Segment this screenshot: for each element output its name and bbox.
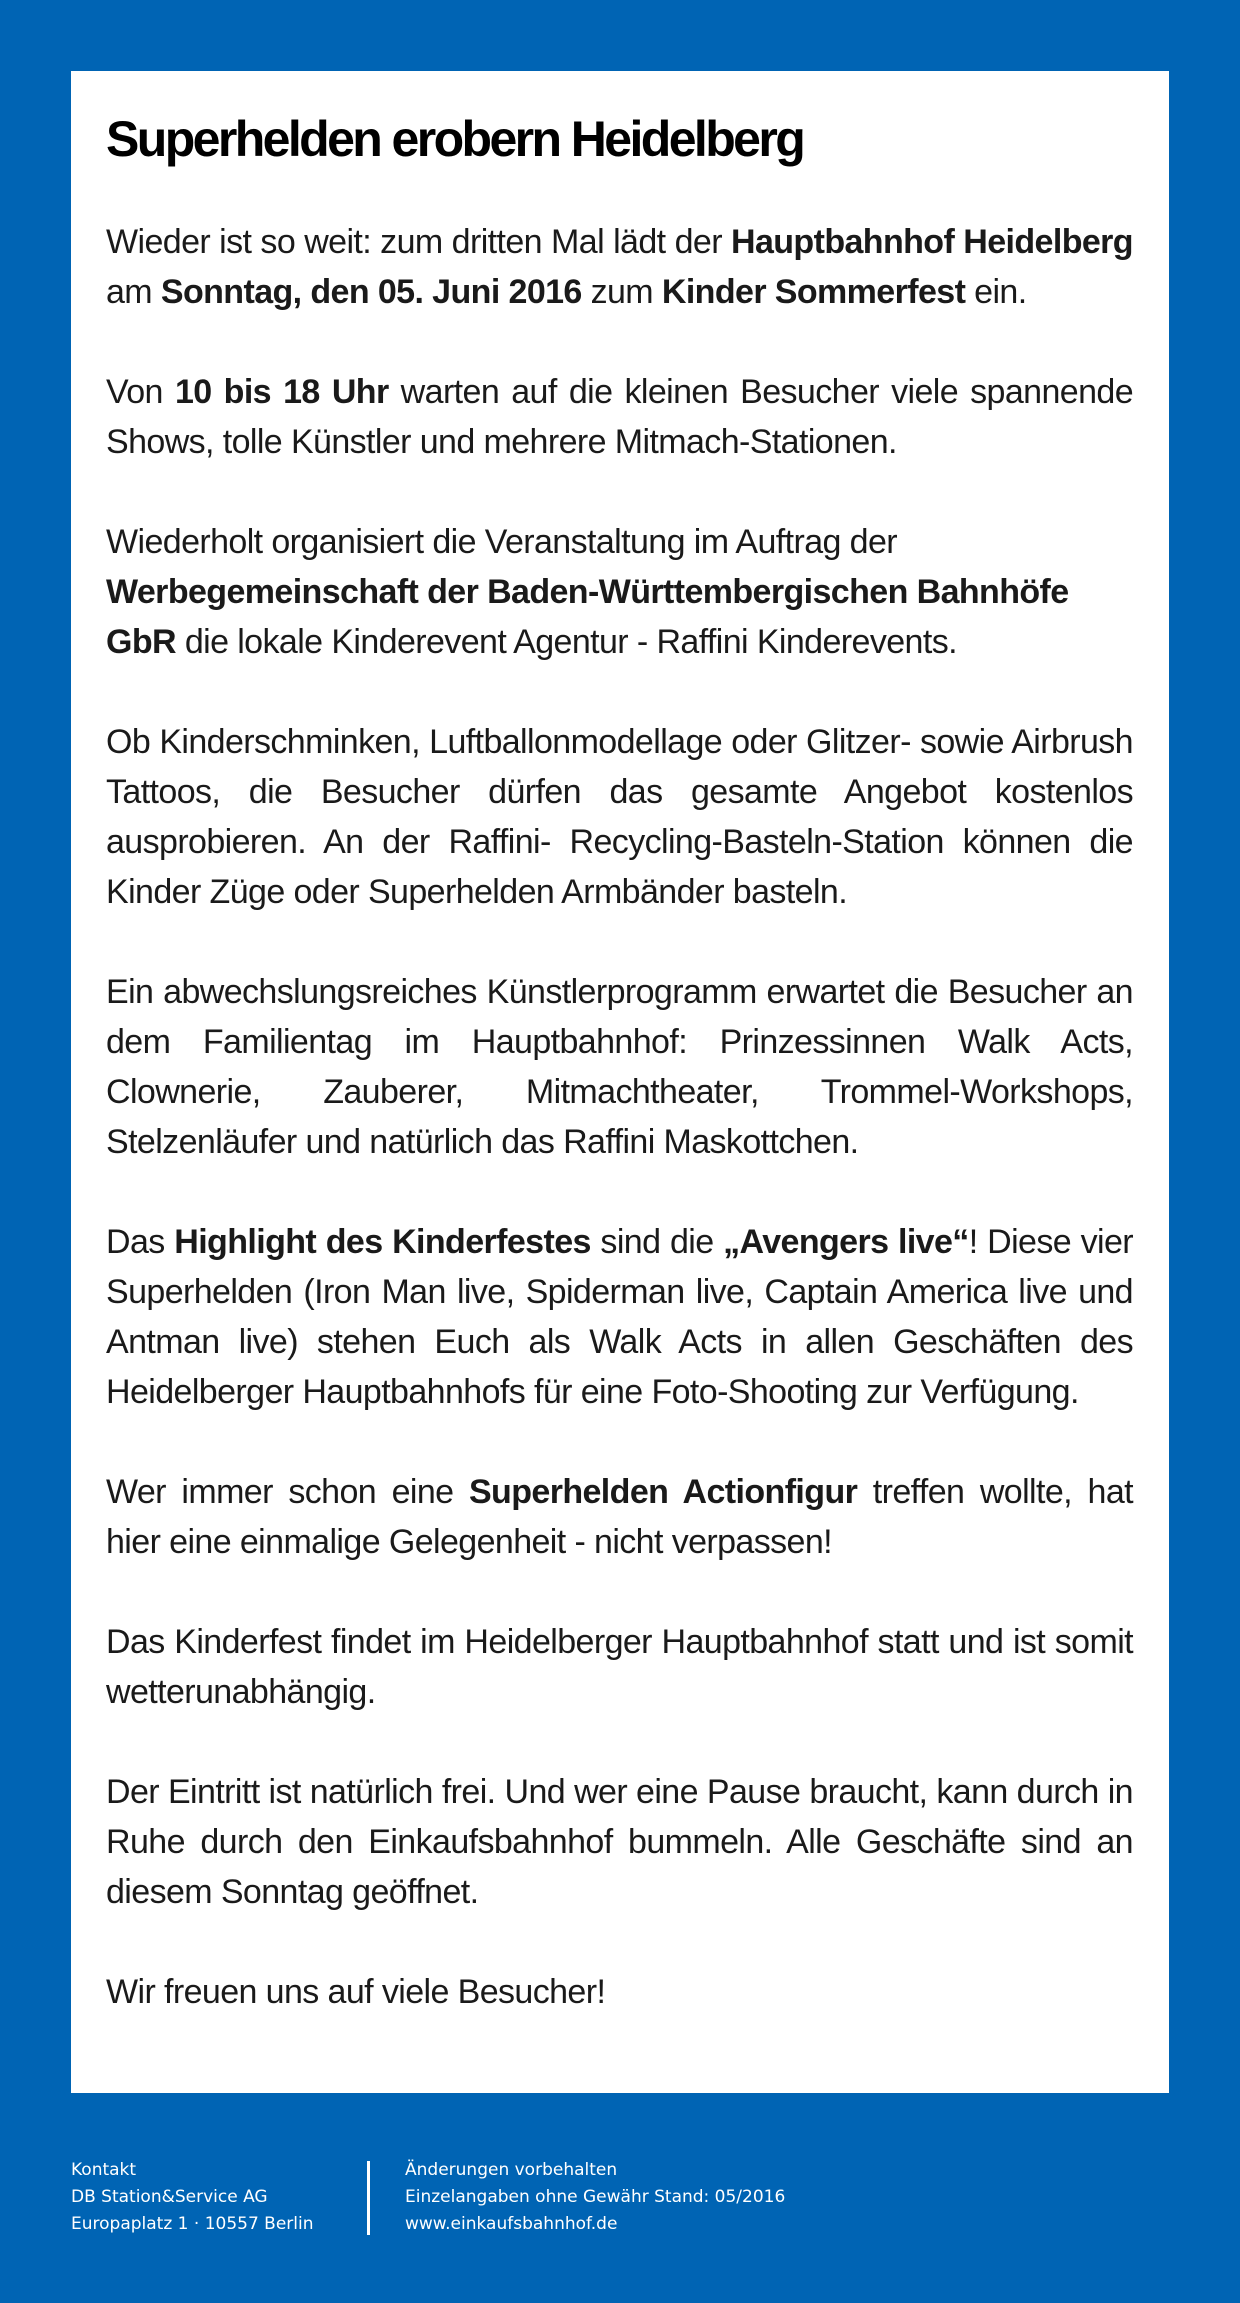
text-run: warten auf die kleinen Besucher viele spannende Shows, tolle Künstler und mehrere Mitmach-Stationen. — [106, 373, 1133, 461]
paragraph-activities — [106, 717, 1133, 917]
footer-divider — [367, 2161, 370, 2235]
text-run: Wer immer schon eine — [106, 1473, 469, 1511]
footer — [71, 2157, 1169, 2237]
bold-text-run: Sonntag, den 05. Juni 2016 — [160, 273, 582, 311]
footer-changes-note: Änderungen vorbehalten — [405, 2160, 618, 2180]
paragraph-highlight — [106, 1217, 1133, 1417]
text-run: Der Eintritt ist natürlich frei. Und wer eine Pause braucht, kann durch in Ruhe durch den Einkaufsbahnhof bummeln. Alle Geschäfte sind an diesem Sonntag geöffnet. — [106, 1773, 1133, 1911]
bold-text-run: Werbegemeinschaft der Baden-Württembergischen Bahnhöfe GbR — [106, 573, 1069, 661]
bold-text-run: Kinder Sommerfest — [661, 273, 966, 311]
text-run: am — [106, 273, 161, 311]
bold-text-run: Highlight des Kinderfestes — [174, 1223, 591, 1261]
footer-contact — [71, 2157, 314, 2238]
footer-contact-label: Kontakt — [71, 2160, 137, 2180]
paragraph-closing — [106, 1967, 1133, 2017]
content-card — [71, 71, 1169, 2093]
text-run: die lokale Kinderevent Agentur - Raffini Kinderevents. — [175, 623, 957, 661]
bold-text-run: 10 bis 18 Uhr — [174, 373, 389, 411]
paragraph-program — [106, 967, 1133, 1167]
bold-text-run: Hauptbahnhof Heidelberg — [731, 223, 1133, 261]
paragraph-admission — [106, 1767, 1133, 1917]
paragraph-actionfigure — [106, 1467, 1133, 1567]
page-title: Superhelden erobern Heidelberg — [106, 111, 804, 167]
text-run: Wir freuen uns auf viele Besucher! — [106, 1973, 606, 2011]
text-run: Wieder ist so weit: zum dritten Mal lädt der — [106, 223, 731, 261]
text-run: treffen wollte, hat hier eine einmalige Gelegenheit - nicht verpassen! — [106, 1473, 1133, 1561]
text-run: Wiederholt organisiert die Veranstaltung im Auftrag der — [106, 523, 898, 561]
bold-text-run: Superhelden Actionfigur — [468, 1473, 858, 1511]
text-run: Das Kinderfest findet im Heidelberger Hauptbahnhof statt und ist somit wetterunabhängig. — [106, 1623, 1133, 1711]
paragraph-weather — [106, 1617, 1133, 1717]
footer-notes — [405, 2157, 785, 2238]
paragraph-intro — [106, 217, 1133, 317]
text-run: Ob Kinderschminken, Luftballonmodellage oder Glitzer- sowie Airbrush Tattoos, die Besucher dürfen das gesamte Angebot kostenlos ausprobieren. An der Raffini- Recycling-Basteln-Station können die Kinder Züge oder Superhelden Armbänder basteln. — [106, 723, 1133, 911]
text-run: Ein abwechslungsreiches Künstlerprogramm erwartet die Besucher an dem Familientag im Hauptbahnhof: Prinzessinnen Walk Acts, Clownerie, Zauberer, Mitmachtheater, Trommel-Workshops, Stelzenläufer und natürlich das Raffini Maskottchen. — [106, 973, 1133, 1161]
bold-text-run: „Avengers live“ — [723, 1223, 969, 1261]
text-run: zum — [581, 273, 662, 311]
text-run: Das — [106, 1223, 175, 1261]
text-run: Von — [106, 373, 175, 411]
text-run: ! Diese vier Superhelden (Iron Man live, Spiderman live, Captain America live und Antman live) stehen Euch als Walk Acts in allen Geschäften des Heidelberger Hauptbahnhofs für eine Foto-Shooting zur Verfügung. — [106, 1223, 1134, 1411]
footer-company: DB Station&Service AG — [71, 2187, 268, 2207]
paragraph-organizer — [106, 517, 1133, 667]
footer-disclaimer: Einzelangaben ohne Gewähr Stand: 05/2016 — [405, 2187, 786, 2207]
footer-address: Europaplatz 1 · 10557 Berlin — [71, 2214, 314, 2234]
footer-website-link[interactable]: www.einkaufsbahnhof.de — [405, 2214, 618, 2234]
paragraph-hours — [106, 367, 1133, 467]
text-run: sind die — [590, 1223, 724, 1261]
text-run: ein. — [965, 273, 1027, 311]
